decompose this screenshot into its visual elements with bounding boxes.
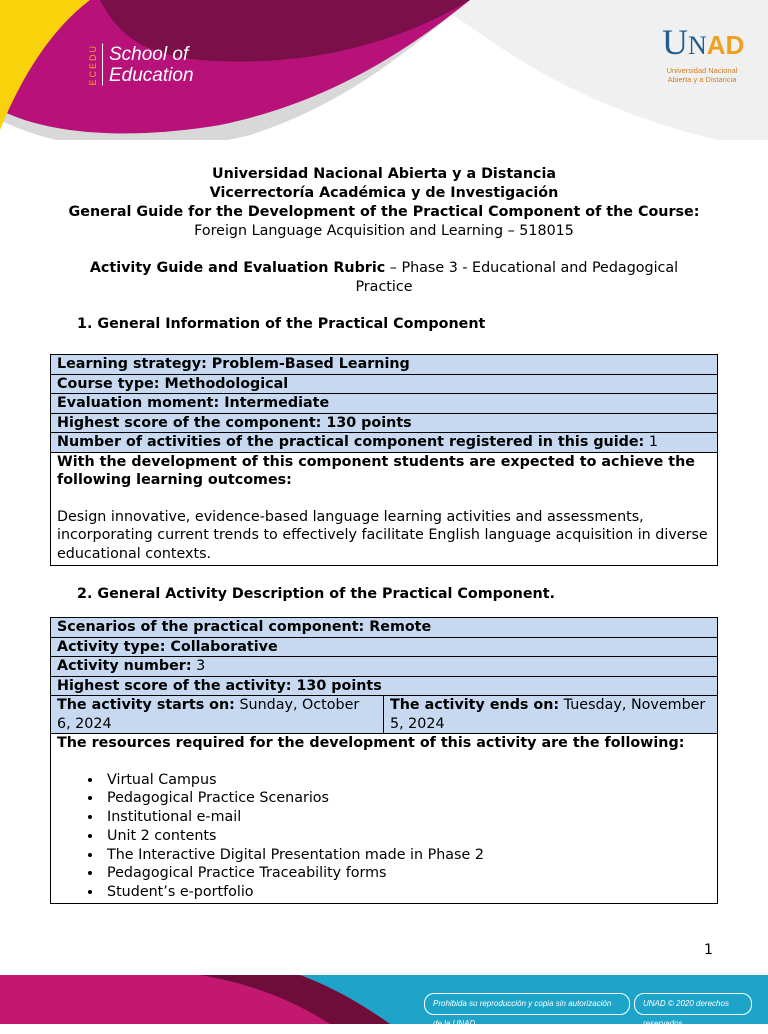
end-date-label: The activity ends on: [390,697,560,713]
school-of-education-logo [88,44,194,86]
resources-list [103,771,711,903]
list-item: • Pedagogical Practice Traceability forms [103,864,711,883]
scenarios: Scenarios of the practical component: Remote [57,619,432,635]
list-item: • Virtual Campus [103,771,711,790]
learning-outcomes-text: Design innovative, evidence-based language learning activities and assessments, incorporating current trends to effectively facilitate English language acquisition in diverse educational contexts. [57,508,708,562]
resources-label: The resources required for the development of this activity are the following: [57,735,685,751]
section2-heading: 2. General Activity Description of the Practical Component. [77,586,555,602]
activity-number-label: Activity number: [57,658,192,674]
highest-score-activity: Highest score of the activity: 130 points [57,677,382,694]
course-name: Foreign Language Acquisition and Learning – 518015 [194,223,574,239]
activity-number-value: 3 [191,658,206,674]
unad-sub2: Abierta y a Distancia [667,75,737,84]
activities-count-value: 1 [644,434,658,450]
activities-count-label: Number of activities of the practical component registered in this guide: [57,434,645,450]
school-line1: School of [109,44,189,65]
highest-score-component: Highest score of the component: 130 points [57,414,412,431]
activity-guide-rest2: Practice [355,279,413,295]
activity-type: Activity type: Collaborative [57,638,278,655]
list-item: • Pedagogical Practice Scenarios [103,789,711,808]
ecedu-label: ECEDU [88,44,103,86]
general-info-table [50,354,718,566]
section1-heading: 1. General Information of the Practical Component [77,316,486,332]
start-date-label: The activity starts on: [57,697,235,713]
page-number: 1 [704,942,713,958]
list-item: • Student’s e-portfolio [103,883,711,902]
activity-description-table [50,617,718,904]
document-title [40,165,728,241]
unad-logo: UNAD Universidad Nacional Abierta y a Distancia [662,22,745,84]
start-date-value: Sunday, October 6, 2024 [57,697,360,732]
unad-sub1: Universidad Nacional [666,66,738,75]
course-type: Course type: Methodological [57,375,289,392]
list-item: • Unit 2 contents [103,827,711,846]
footer-copy-notice: Prohibida su reproducción y copia sin autorización de la UNAD. [424,993,630,1015]
guide-title: General Guide for the Development of the Practical Component of the Course: [68,204,700,220]
learning-outcomes-label: With the development of this component students are expected to achieve the following learning outcomes: [57,453,695,488]
evaluation-moment: Evaluation moment: Intermediate [57,395,330,411]
vice-rectory: Vicerrectoría Académica y de Investigación [209,185,559,201]
end-date-value: Tuesday, November 5, 2024 [390,697,706,732]
university-name: Universidad Nacional Abierta y a Distancia [211,166,557,182]
activity-guide-rest: – Phase 3 - Educational and Pedagogical [385,260,679,276]
footer-rights: UNAD © 2020 derechos reservados. [634,993,752,1015]
list-item: • Institutional e-mail [103,808,711,827]
activity-guide-title [40,259,728,297]
school-line2: Education [109,65,194,86]
learning-strategy: Learning strategy: Problem-Based Learning [57,356,410,372]
activity-guide-bold: Activity Guide and Evaluation Rubric [89,260,386,276]
list-item: • The Interactive Digital Presentation made in Phase 2 [103,846,711,865]
